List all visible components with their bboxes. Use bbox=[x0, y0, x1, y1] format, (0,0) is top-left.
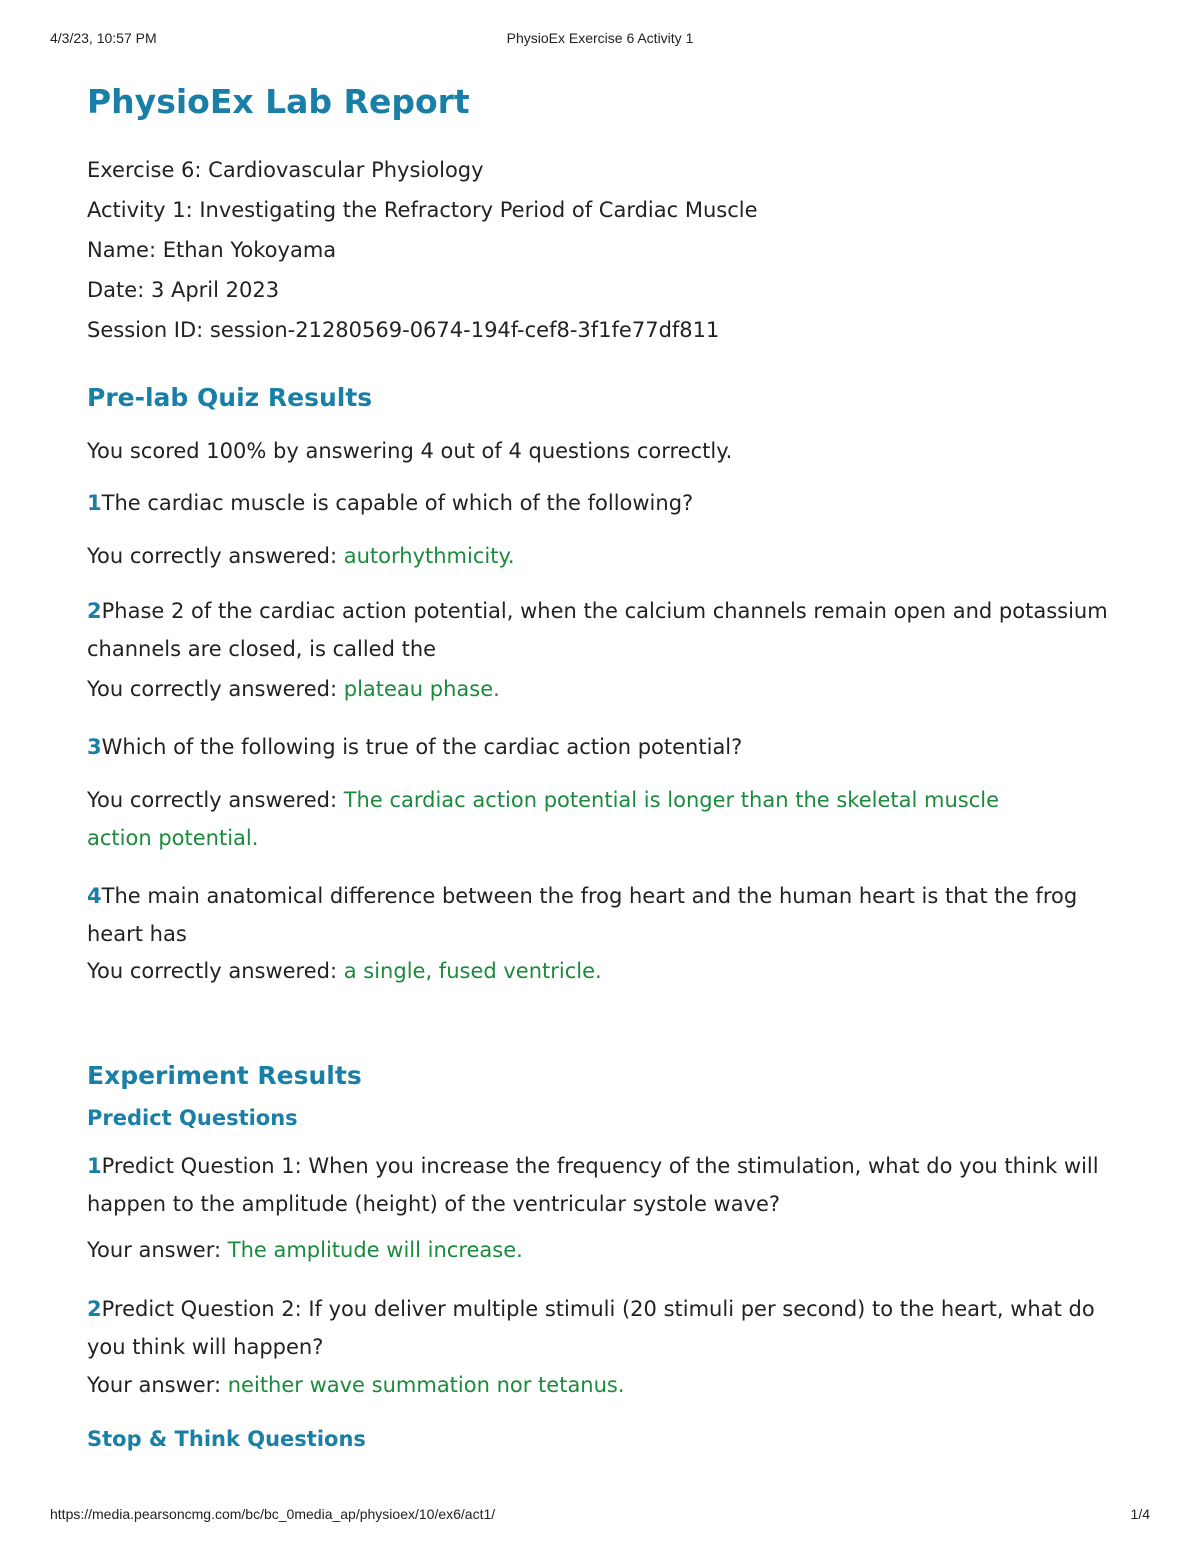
experiment-heading: Experiment Results bbox=[87, 1061, 362, 1090]
question-text: Predict Question 1: When you increase the frequency of the stimulation, what do you think will happen to the amplitude (height) of the ventricular systole wave? bbox=[87, 1154, 1099, 1216]
prelab-answer-2 bbox=[87, 670, 1127, 708]
print-datetime: 4/3/23, 10:57 PM bbox=[50, 30, 157, 46]
prelab-question-1 bbox=[87, 484, 1127, 522]
prelab-answer-4 bbox=[87, 952, 1127, 990]
prelab-score: You scored 100% by answering 4 out of 4 questions correctly. bbox=[87, 439, 733, 463]
question-number: 2 bbox=[87, 599, 102, 623]
answer-text: autorhythmicity. bbox=[343, 544, 515, 568]
answer-text: The amplitude will increase. bbox=[227, 1238, 523, 1262]
answer-prefix: You correctly answered: bbox=[87, 959, 344, 983]
question-text: The cardiac muscle is capable of which of the following? bbox=[101, 491, 694, 515]
print-footer bbox=[50, 1506, 1150, 1526]
stop-think-heading: Stop & Think Questions bbox=[87, 1427, 366, 1451]
print-page-title: PhysioEx Exercise 6 Activity 1 bbox=[506, 30, 694, 46]
prelab-question-2 bbox=[87, 592, 1127, 668]
prelab-answer-1 bbox=[87, 537, 1127, 575]
predict-heading: Predict Questions bbox=[87, 1106, 298, 1130]
question-text: Predict Question 2: If you deliver multiple stimuli (20 stimuli per second) to the heart, what do you think will happen? bbox=[87, 1297, 1095, 1359]
question-text: Which of the following is true of the cardiac action potential? bbox=[101, 735, 743, 759]
answer-text: plateau phase. bbox=[343, 677, 500, 701]
report-title: PhysioEx Lab Report bbox=[87, 82, 470, 121]
answer-prefix: You correctly answered: bbox=[87, 788, 344, 812]
answer-text: a single, fused ventricle. bbox=[343, 959, 602, 983]
question-number: 4 bbox=[87, 884, 102, 908]
prelab-question-3 bbox=[87, 728, 1127, 766]
prelab-answer-3 bbox=[87, 781, 1047, 857]
answer-prefix: Your answer: bbox=[87, 1373, 228, 1397]
question-number: 1 bbox=[87, 1154, 102, 1178]
answer-prefix: You correctly answered: bbox=[87, 677, 344, 701]
prelab-heading: Pre-lab Quiz Results bbox=[87, 383, 373, 412]
student-name: Name: Ethan Yokoyama bbox=[87, 238, 337, 262]
activity-line: Activity 1: Investigating the Refractory Period of Cardiac Muscle bbox=[87, 198, 758, 222]
print-page-number: 1/4 bbox=[1130, 1506, 1150, 1522]
print-header bbox=[50, 30, 1150, 50]
answer-text: The cardiac action potential is longer than the skeletal muscle action potential. bbox=[87, 788, 999, 850]
question-number: 3 bbox=[87, 735, 102, 759]
question-text: The main anatomical difference between the frog heart and the human heart is that the frog heart has bbox=[87, 884, 1078, 946]
answer-text: neither wave summation nor tetanus. bbox=[227, 1373, 625, 1397]
question-text: Phase 2 of the cardiac action potential, when the calcium channels remain open and potassium channels are closed, is called the bbox=[87, 599, 1108, 661]
print-url: https://media.pearsoncmg.com/bc/bc_0media_ap/physioex/10/ex6/act1/ bbox=[50, 1506, 496, 1522]
question-number: 2 bbox=[87, 1297, 102, 1321]
question-number: 1 bbox=[87, 491, 102, 515]
answer-prefix: Your answer: bbox=[87, 1238, 228, 1262]
predict-question-1 bbox=[87, 1147, 1127, 1223]
predict-answer-1 bbox=[87, 1231, 1127, 1269]
prelab-question-4 bbox=[87, 877, 1127, 953]
predict-question-2 bbox=[87, 1290, 1127, 1366]
exercise-line: Exercise 6: Cardiovascular Physiology bbox=[87, 158, 484, 182]
session-id: Session ID: session-21280569-0674-194f-cef8-3f1fe77df811 bbox=[87, 318, 720, 342]
predict-answer-2 bbox=[87, 1366, 1127, 1404]
answer-prefix: You correctly answered: bbox=[87, 544, 344, 568]
report-date: Date: 3 April 2023 bbox=[87, 278, 280, 302]
